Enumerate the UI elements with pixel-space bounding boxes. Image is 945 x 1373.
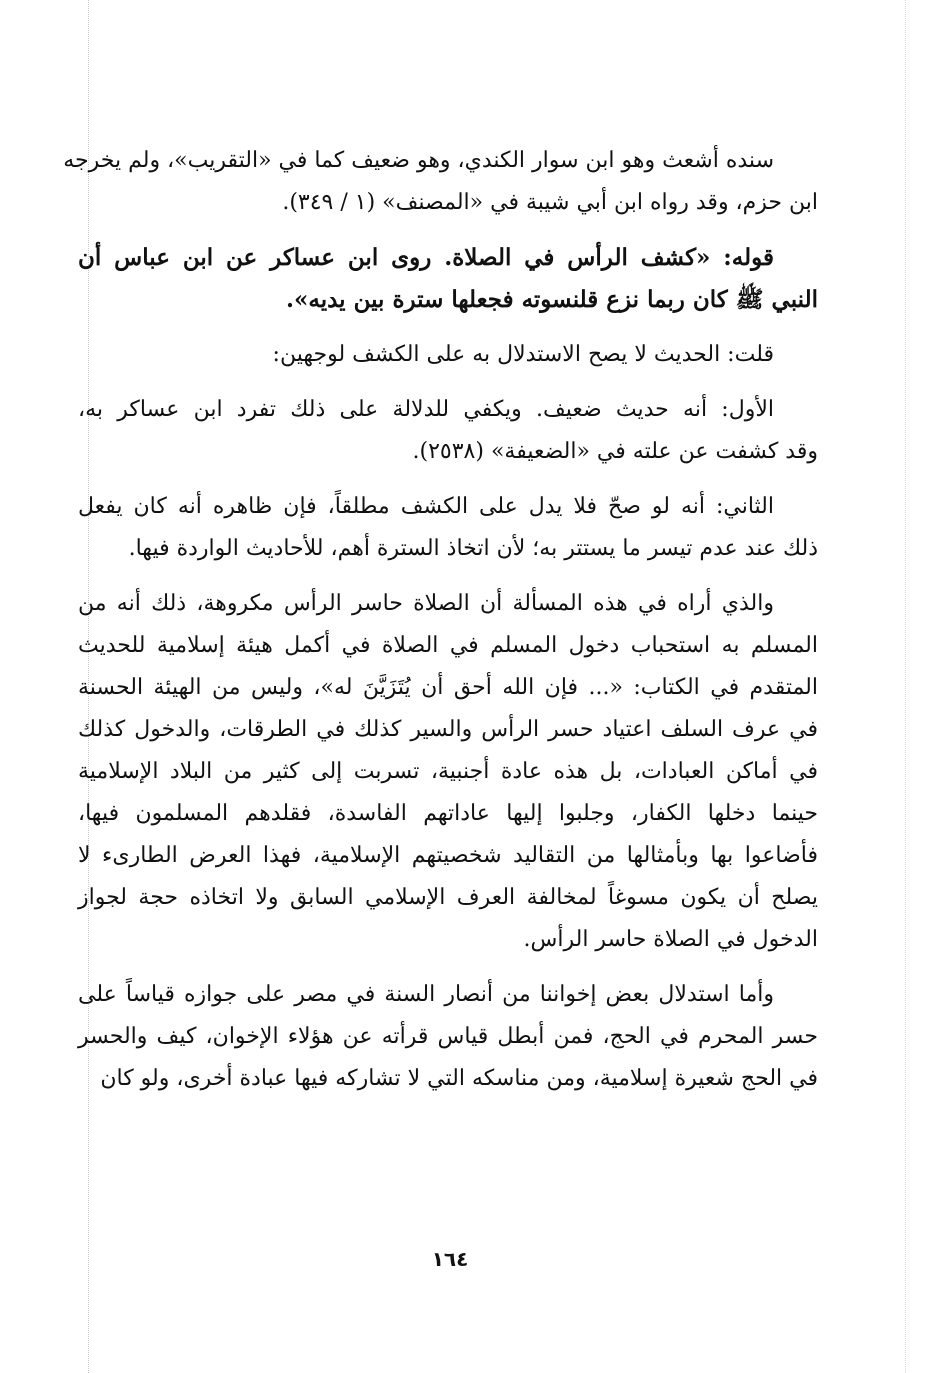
paragraph-gap bbox=[78, 473, 818, 486]
paragraph-p4 bbox=[78, 389, 818, 473]
text-line: الدخول في الصلاة حاسر الرأس. bbox=[523, 927, 818, 952]
book-page-text bbox=[63, 140, 818, 1100]
text-line: قوله: «كشف الرأس في الصلاة. روى ابن عساكر عن ابن عباس أن bbox=[78, 244, 774, 271]
paragraph-gap bbox=[78, 224, 818, 237]
text-line: سنده أشعث وهو ابن سوار الكندي، وهو ضعيف كما في «التقريب»، ولم يخرجه bbox=[63, 148, 774, 173]
text-line: النبي ﷺ كان ربما نزع قلنسوته فجعلها سترة بين يديه». bbox=[285, 286, 818, 313]
text-line: حينما دخلها الكفار، وجلبوا إليها عاداتهم الفاسدة، فقلدهم المسلمون فيها، bbox=[78, 801, 818, 826]
paragraph-p5 bbox=[78, 486, 818, 570]
paragraph-gap bbox=[78, 321, 818, 334]
page-number: ١٦٤ bbox=[431, 1247, 469, 1271]
text-line: في الحج شعيرة إسلامية، ومن مناسكه التي لا تشاركه فيها عبادة أخرى، ولو كان bbox=[100, 1066, 818, 1091]
paragraph-gap bbox=[78, 570, 818, 583]
text-line: المسلم به استحباب دخول المسلم في الصلاة في أكمل هيئة إسلامية للحديث bbox=[78, 633, 818, 658]
text-line: يصلح أن يكون مسوغاً لمخالفة العرف الإسلامي السابق ولا اتخاذه حجة لجواز bbox=[78, 885, 818, 910]
paragraph-p2 bbox=[78, 237, 818, 321]
text-line: فأضاعوا بها وبأمثالها من التقاليد شخصيتهم الإسلامية، فهذا العرض الطارىء لا bbox=[78, 843, 818, 868]
text-line: وأما استدلال بعض إخواننا من أنصار السنة في مصر على جوازه قياساً على bbox=[78, 982, 774, 1007]
text-line: ابن حزم، وقد رواه ابن أبي شيبة في «المصنف» (١ / ٣٤٩). bbox=[282, 190, 818, 215]
text-line: في عرف السلف اعتياد حسر الرأس والسير كذلك في الطرقات، والدخول كذلك bbox=[78, 717, 818, 742]
paragraph-p6 bbox=[78, 583, 818, 961]
text-line: المتقدم في الكتاب: «... فإن الله أحق أن يُتَزَيَّنَ له»، وليس من الهيئة الحسنة bbox=[78, 675, 818, 700]
text-line: والذي أراه في هذه المسألة أن الصلاة حاسر الرأس مكروهة، ذلك أنه من bbox=[78, 591, 774, 616]
text-line: قلت: الحديث لا يصح الاستدلال به على الكشف لوجهين: bbox=[272, 342, 774, 367]
paragraph-p1 bbox=[63, 140, 818, 224]
paragraph-gap bbox=[78, 961, 818, 974]
text-line: حسر المحرم في الحج، فمن أبطل قياس قرأته عن هؤلاء الإخوان، كيف والحسر bbox=[78, 1024, 818, 1049]
text-line: الأول: أنه حديث ضعيف. ويكفي للدلالة على ذلك تفرد ابن عساكر به، bbox=[78, 397, 774, 422]
text-line: ذلك عند عدم تيسر ما يستتر به؛ لأن اتخاذ السترة أهم، للأحاديث الواردة فيها. bbox=[128, 536, 818, 561]
scan-margin-dots-right bbox=[905, 0, 906, 1373]
paragraph-p7 bbox=[78, 974, 818, 1100]
paragraph-p3 bbox=[78, 334, 818, 376]
text-line: في أماكن العبادات، بل هذه عادة أجنبية، تسربت إلى كثير من البلاد الإسلامية bbox=[78, 759, 818, 784]
text-line: وقد كشفت عن علته في «الضعيفة» (٢٥٣٨). bbox=[412, 439, 818, 464]
paragraph-gap bbox=[78, 376, 818, 389]
text-line: الثاني: أنه لو صحّ فلا يدل على الكشف مطلقاً، فإن ظاهره أنه كان يفعل bbox=[78, 494, 774, 519]
